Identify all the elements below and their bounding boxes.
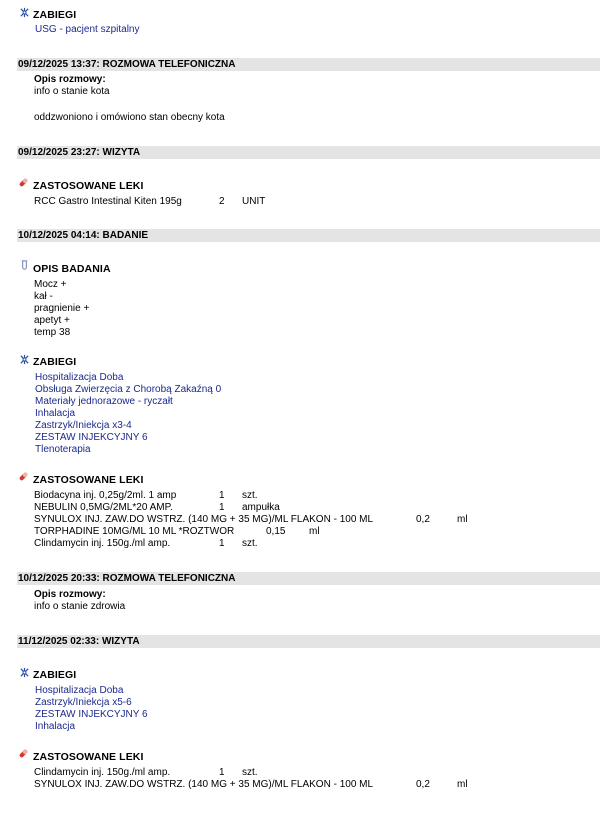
drug-name: RCC Gastro Intestinal Kiten 195g	[34, 196, 182, 207]
procedure-item: Tlenoterapia	[35, 444, 91, 455]
capsule-icon	[18, 177, 29, 188]
drug-name: SYNULOX INJ. ZAW.DO WSTRZ. (140 MG + 35 MG)/ML FLAKON - 100 ML	[34, 779, 374, 790]
section-title: OPIS BADANIA	[33, 263, 111, 275]
drug-unit: szt.	[242, 767, 258, 778]
section-title: ZASTOSOWANE LEKI	[33, 180, 144, 192]
entry-header-text: 09/12/2025 23:27: WIZYTA	[18, 147, 141, 158]
drug-qty: 1	[219, 502, 225, 513]
exam-line: pragnienie +	[34, 303, 90, 314]
procedure-item: USG - pacjent szpitalny	[35, 24, 140, 35]
section-title: ZABIEGI	[33, 669, 77, 681]
drug-unit: ml	[457, 779, 468, 790]
conversation-label: Opis rozmowy:	[34, 589, 106, 600]
procedure-item: Hospitalizacja Doba	[35, 685, 124, 696]
procedure-icon	[19, 7, 30, 18]
drug-unit: szt.	[242, 538, 258, 549]
drug-unit: ml	[309, 526, 320, 537]
drug-name: NEBULIN 0,5MG/2ML*20 AMP.	[34, 502, 173, 513]
procedure-icon	[19, 354, 30, 365]
drug-unit: ml	[457, 514, 468, 525]
drug-name: SYNULOX INJ. ZAW.DO WSTRZ. (140 MG + 35 MG)/ML FLAKON - 100 ML	[34, 514, 374, 525]
drug-name: Clindamycin inj. 150g./ml amp.	[34, 767, 171, 778]
procedure-item: ZESTAW INJEKCYJNY 6	[35, 709, 148, 720]
drug-qty: 0,2	[416, 514, 430, 525]
drug-name: Biodacyna inj. 0,25g/2ml. 1 amp	[34, 490, 177, 501]
procedure-item: Zastrzyk/Iniekcja x5-6	[35, 697, 132, 708]
procedure-item: Zastrzyk/Iniekcja x3-4	[35, 420, 132, 431]
drug-name: Clindamycin inj. 150g./ml amp.	[34, 538, 171, 549]
drug-qty: 1	[219, 490, 225, 501]
procedure-item: Inhalacja	[35, 721, 76, 732]
conversation-text: info o stanie zdrowia	[34, 601, 126, 612]
procedure-icon	[19, 667, 30, 678]
conversation-label: Opis rozmowy:	[34, 74, 106, 85]
drug-name: TORPHADINE 10MG/ML 10 ML *ROZTWOR	[34, 526, 235, 537]
exam-icon	[19, 260, 30, 271]
procedure-item: Materiały jednorazowe - ryczałt	[35, 396, 173, 407]
capsule-icon	[18, 471, 29, 482]
procedure-item: Inhalacja	[35, 408, 76, 419]
conversation-text: info o stanie kota	[34, 86, 110, 97]
drug-unit: szt.	[242, 490, 258, 501]
entry-header-text: 09/12/2025 13:37: ROZMOWA TELEFONICZNA	[18, 59, 236, 70]
entry-header	[17, 572, 600, 585]
section-title: ZABIEGI	[33, 9, 77, 21]
exam-line: temp 38	[34, 327, 71, 338]
section-title: ZASTOSOWANE LEKI	[33, 474, 144, 486]
procedure-item: ZESTAW INJEKCYJNY 6	[35, 432, 148, 443]
exam-line: kał -	[34, 291, 53, 302]
entry-header	[17, 146, 600, 159]
drug-qty: 0,15	[266, 526, 286, 537]
entry-header-text: 10/12/2025 20:33: ROZMOWA TELEFONICZNA	[18, 573, 236, 584]
exam-line: apetyt +	[34, 315, 70, 326]
exam-line: Mocz +	[34, 279, 67, 290]
entry-header-text: 10/12/2025 04:14: BADANIE	[18, 230, 149, 241]
entry-header-text: 11/12/2025 02:33: WIZYTA	[18, 636, 140, 647]
drug-unit: UNIT	[242, 196, 266, 207]
drug-qty: 2	[219, 196, 225, 207]
capsule-icon	[18, 748, 29, 759]
procedure-item: Obsługa Zwierzęcia z Chorobą Zakaźną 0	[35, 384, 222, 395]
entry-header	[17, 58, 600, 71]
section-title: ZABIEGI	[33, 356, 77, 368]
drug-unit: ampułka	[242, 502, 280, 513]
drug-qty: 0,2	[416, 779, 430, 790]
entry-header	[17, 635, 600, 648]
entry-header	[17, 229, 600, 242]
drug-qty: 1	[219, 767, 225, 778]
procedure-item: Hospitalizacja Doba	[35, 372, 124, 383]
section-title: ZASTOSOWANE LEKI	[33, 751, 144, 763]
drug-qty: 1	[219, 538, 225, 549]
conversation-text: oddzwoniono i omówiono stan obecny kota	[34, 112, 225, 123]
